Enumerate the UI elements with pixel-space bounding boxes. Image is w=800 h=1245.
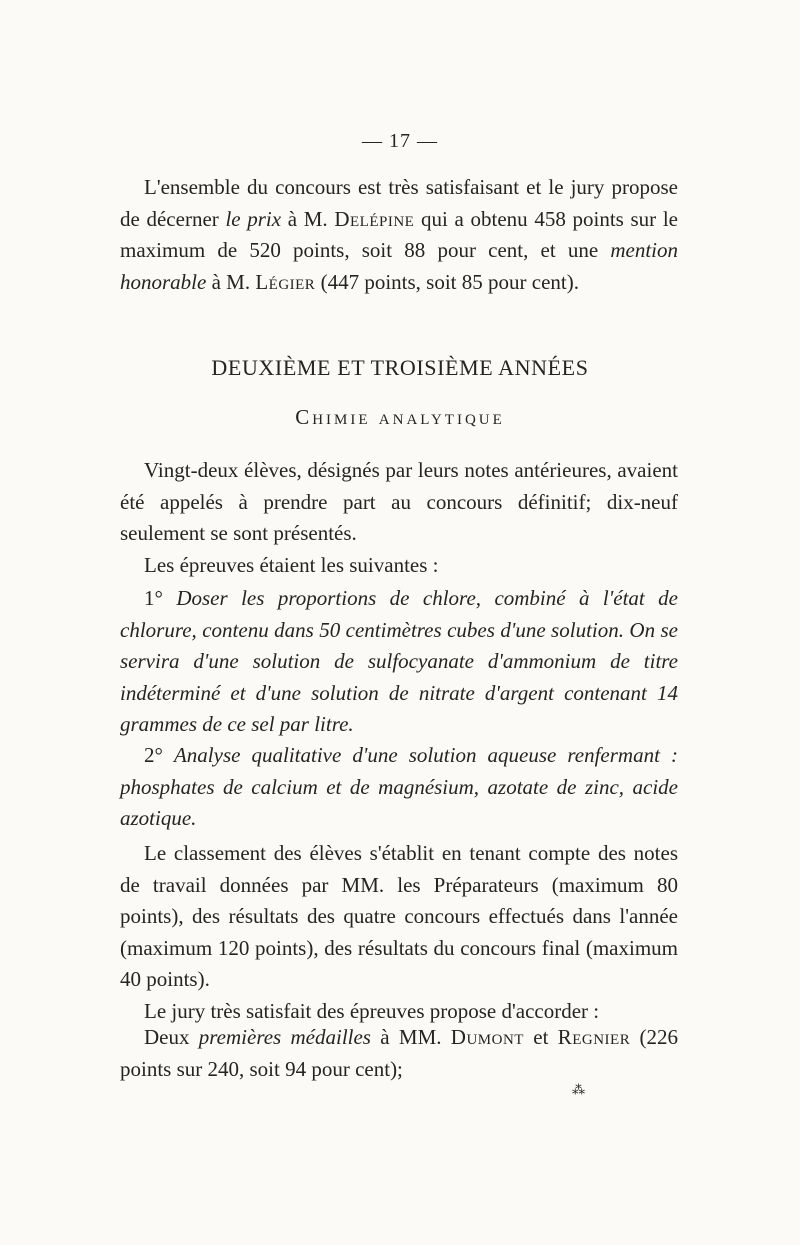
classement-text: Le classement des élèves s'établit en tenant compte des notes de travail données par MM. les Préparateurs (maximum 80 points), des résultats des quatre concours effectués dans l'année (maximum 120 points), des résultats du concours final (maximum 40 points).: [120, 841, 678, 991]
laureate-name-delepine: Delépine: [334, 206, 415, 231]
mention-emphasis: mention honorable: [120, 238, 678, 294]
laureate-name-dumont: Dumont: [450, 1025, 524, 1049]
exam-item-1-number: 1°: [144, 586, 177, 610]
exam-item-2-number: 2°: [144, 743, 174, 767]
section-title: DEUXIÈME ET TROISIÈME ANNÉES: [211, 355, 589, 380]
jury-text: Le jury très satisfait des épreuves propose d'accorder :: [144, 998, 600, 1023]
final-paragraph: [120, 1022, 678, 1085]
final-text-3: et: [523, 1025, 558, 1049]
final-text: [120, 1022, 678, 1085]
candidates-text: Vingt-deux élèves, désignés par leurs notes antérieures, avaient été appelés à prendre part au concours définitif; dix-neuf seulement se sont présentés.: [120, 458, 678, 545]
classement-paragraph: [120, 838, 678, 1027]
laureate-name-legier: Légier: [255, 269, 316, 294]
laureate-name-regnier: Regnier: [557, 1025, 631, 1049]
final-text-1: Deux: [144, 1025, 199, 1049]
intro-text-2: à M.: [281, 206, 335, 231]
exam-item-1: [120, 583, 678, 741]
final-text-4: (226 points sur 240, soit 94 pour cent);: [120, 1025, 678, 1081]
intro-text-5: (447 points, soit 85 pour cent).: [315, 269, 579, 294]
intro-text-3: qui a obtenu 458 points sur le maximum de 520 points, soit 88 pour cent, et une: [120, 206, 678, 262]
intro-text-1: L'ensemble du concours est très satisfaisant et le jury propose de décerner: [120, 175, 678, 231]
intro-text: [120, 172, 678, 298]
asterism-ornament: ⁂: [572, 1082, 584, 1097]
section-subtitle: Chimie analytique: [295, 405, 505, 429]
medal-emphasis: premières médailles: [198, 1025, 371, 1049]
page-number: — 17 —: [362, 130, 438, 152]
intro-text-4: à M.: [206, 269, 256, 294]
exam-item-1-text: [120, 583, 678, 741]
epreuves-text: Les épreuves étaient les suivantes :: [144, 552, 439, 577]
exam-item-2-text: [120, 740, 678, 835]
exam-item-1-body: Doser les proportions de chlore, combiné à l'état de chlorure, contenu dans 50 centimètres cubes d'une solution. On se servira d'une solution de sulfocyanate d'ammonium de titre indéterminé et d'une solution de nitrate d'argent contenant 14 grammes de ce sel par litre.: [120, 586, 678, 736]
exam-item-2-body: Analyse qualitative d'une solution aqueuse renfermant : phosphates de calcium et de magnésium, azotate de zinc, acide azotique.: [120, 743, 678, 830]
exam-item-2: [120, 740, 678, 835]
candidates-paragraph: [120, 455, 678, 581]
intro-paragraph: [120, 172, 678, 298]
prix-emphasis: le prix: [225, 206, 282, 231]
final-text-2: à MM.: [370, 1025, 451, 1049]
